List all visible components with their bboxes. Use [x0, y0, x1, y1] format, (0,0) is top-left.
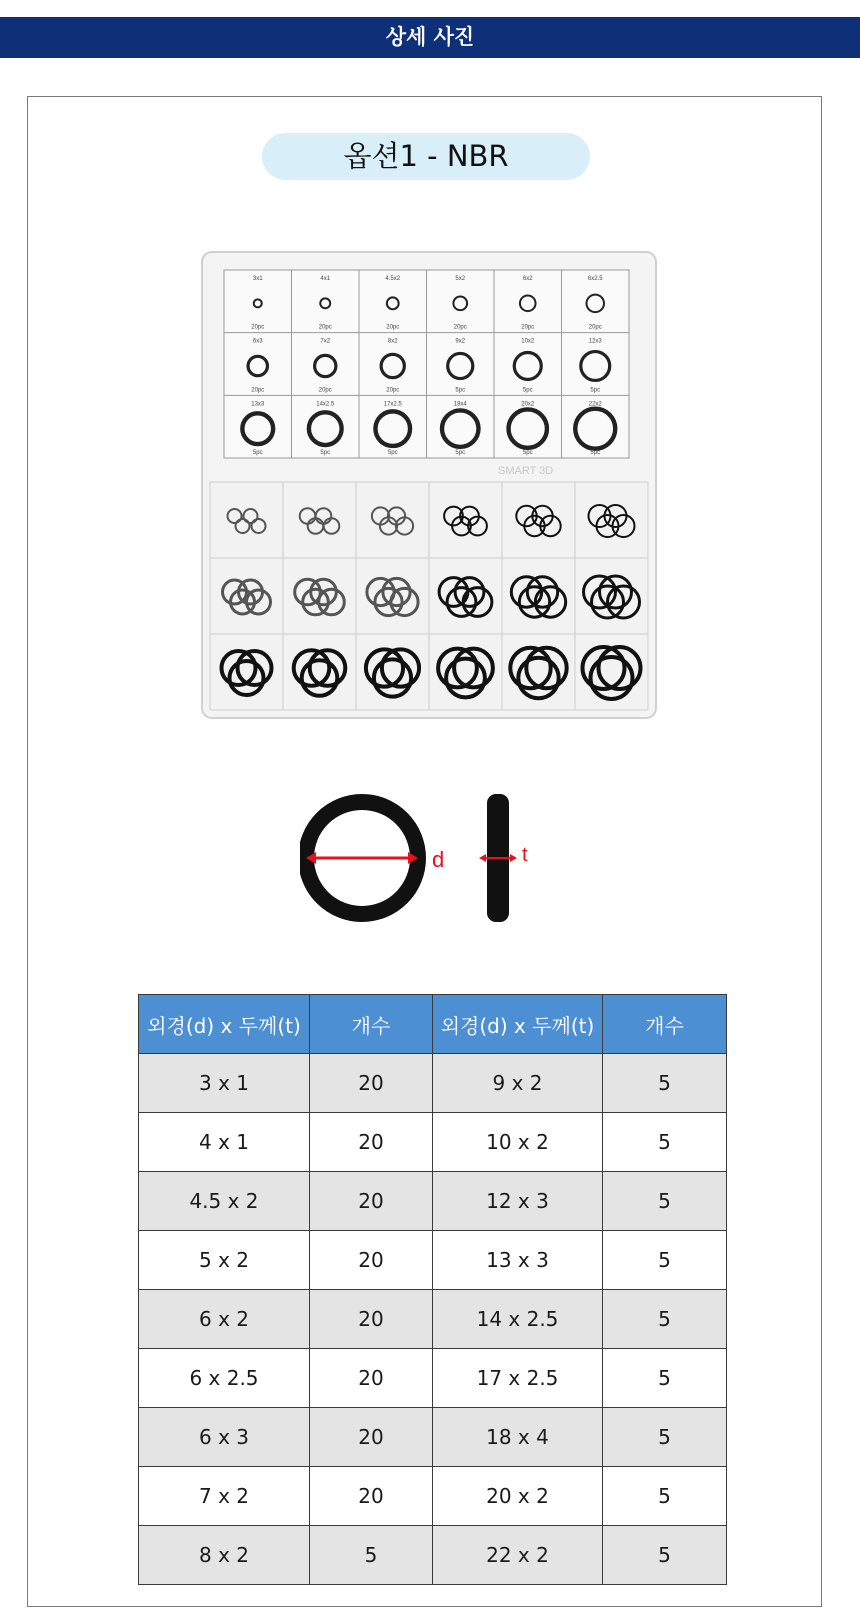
lid-count-label: 20pc [386, 387, 400, 394]
size-cell: 14 x 2.5 [433, 1290, 603, 1349]
lid-size-label: 18x4 [453, 401, 467, 408]
size-cell: 12 x 3 [433, 1172, 603, 1231]
lid-size-label: 14x2.5 [316, 401, 335, 408]
count-cell: 5 [603, 1231, 727, 1290]
size-cell: 6 x 2.5 [139, 1349, 310, 1408]
lid-count-label: 20pc [453, 324, 467, 331]
lid-size-label: 6x3 [252, 338, 263, 345]
table-row [139, 1172, 727, 1231]
oring-dimension-diagram [300, 790, 560, 930]
lid-size-label: 6x2.5 [587, 276, 603, 282]
size-cell: 20 x 2 [433, 1467, 603, 1526]
count-cell: 5 [603, 1172, 727, 1231]
option-label: 옵션1 - NBR [262, 133, 590, 180]
size-cell: 13 x 3 [433, 1231, 603, 1290]
lid-size-label: 22x2 [588, 401, 602, 408]
count-cell: 20 [310, 1290, 433, 1349]
oring-case-photo [200, 250, 658, 720]
size-cell: 4 x 1 [139, 1113, 310, 1172]
lid-count-label: 5pc [590, 387, 601, 394]
lid-count-label: 20pc [588, 324, 602, 331]
lid-size-label: 5x2 [455, 276, 466, 282]
size-cell: 22 x 2 [433, 1526, 603, 1585]
count-cell: 20 [310, 1349, 433, 1408]
count-cell: 5 [310, 1526, 433, 1585]
table-row [139, 1231, 727, 1290]
count-cell: 5 [603, 1290, 727, 1349]
header-count-2: 개수 [603, 995, 727, 1054]
size-cell: 6 x 2 [139, 1290, 310, 1349]
count-cell: 20 [310, 1172, 433, 1231]
size-cell: 3 x 1 [139, 1054, 310, 1113]
count-cell: 5 [603, 1467, 727, 1526]
lid-size-label: 6x2 [522, 276, 533, 282]
lid-size-label: 4.5x2 [385, 276, 401, 282]
size-cell: 10 x 2 [433, 1113, 603, 1172]
count-cell: 5 [603, 1054, 727, 1113]
size-cell: 4.5 x 2 [139, 1172, 310, 1231]
case-watermark: SMART 3D [498, 465, 554, 477]
thickness-label: t [522, 844, 528, 866]
header-count-1: 개수 [310, 995, 433, 1054]
count-cell: 20 [310, 1054, 433, 1113]
count-cell: 5 [603, 1113, 727, 1172]
size-cell: 6 x 3 [139, 1408, 310, 1467]
table-row [139, 1054, 727, 1113]
count-cell: 20 [310, 1467, 433, 1526]
size-cell: 5 x 2 [139, 1231, 310, 1290]
lid-size-label: 3x1 [252, 276, 263, 282]
size-cell: 17 x 2.5 [433, 1349, 603, 1408]
table-row [139, 1408, 727, 1467]
lid-count-label: 5pc [252, 450, 263, 456]
lid-size-label: 10x2 [521, 338, 535, 345]
lid-size-label: 13x3 [251, 401, 265, 408]
lid-count-label: 20pc [318, 324, 332, 331]
lid-size-label: 8x2 [387, 338, 398, 345]
lid-size-label: 17x2.5 [383, 401, 402, 408]
count-cell: 5 [603, 1526, 727, 1585]
count-cell: 5 [603, 1408, 727, 1467]
lid-size-label: 20x2 [521, 401, 535, 408]
lid-size-label: 4x1 [320, 276, 331, 282]
lid-count-label: 5pc [320, 450, 331, 456]
size-cell: 18 x 4 [433, 1408, 603, 1467]
lid-count-label: 5pc [522, 387, 533, 394]
lid-size-label: 9x2 [455, 338, 466, 345]
table-row [139, 1467, 727, 1526]
table-row [139, 1113, 727, 1172]
lid-count-label: 20pc [521, 324, 535, 331]
lid-size-label: 7x2 [320, 338, 331, 345]
spec-table [138, 994, 727, 1585]
size-cell: 9 x 2 [433, 1054, 603, 1113]
count-cell: 20 [310, 1231, 433, 1290]
lid-count-label: 5pc [522, 450, 533, 456]
lid-count-label: 5pc [455, 450, 466, 456]
count-cell: 20 [310, 1408, 433, 1467]
section-banner [0, 17, 860, 58]
header-size-1: 외경(d) x 두께(t) [139, 995, 310, 1054]
lid-count-label: 5pc [455, 387, 466, 394]
count-cell: 20 [310, 1113, 433, 1172]
size-cell: 8 x 2 [139, 1526, 310, 1585]
table-header-row [139, 995, 727, 1054]
lid-count-label: 5pc [590, 450, 601, 456]
banner-title: 상세 사진 [385, 25, 475, 49]
lid-size-label: 12x3 [588, 338, 602, 345]
lid-count-label: 20pc [251, 324, 265, 331]
table-row [139, 1349, 727, 1408]
lid-count-label: 20pc [318, 387, 332, 394]
table-row [139, 1290, 727, 1349]
lid-count-label: 5pc [387, 450, 398, 456]
lid-count-label: 20pc [251, 387, 265, 394]
diameter-label: d [432, 847, 445, 872]
lid-count-label: 20pc [386, 324, 400, 331]
table-row [139, 1526, 727, 1585]
count-cell: 5 [603, 1349, 727, 1408]
header-size-2: 외경(d) x 두께(t) [433, 995, 603, 1054]
size-cell: 7 x 2 [139, 1467, 310, 1526]
tray-grid [210, 482, 648, 710]
